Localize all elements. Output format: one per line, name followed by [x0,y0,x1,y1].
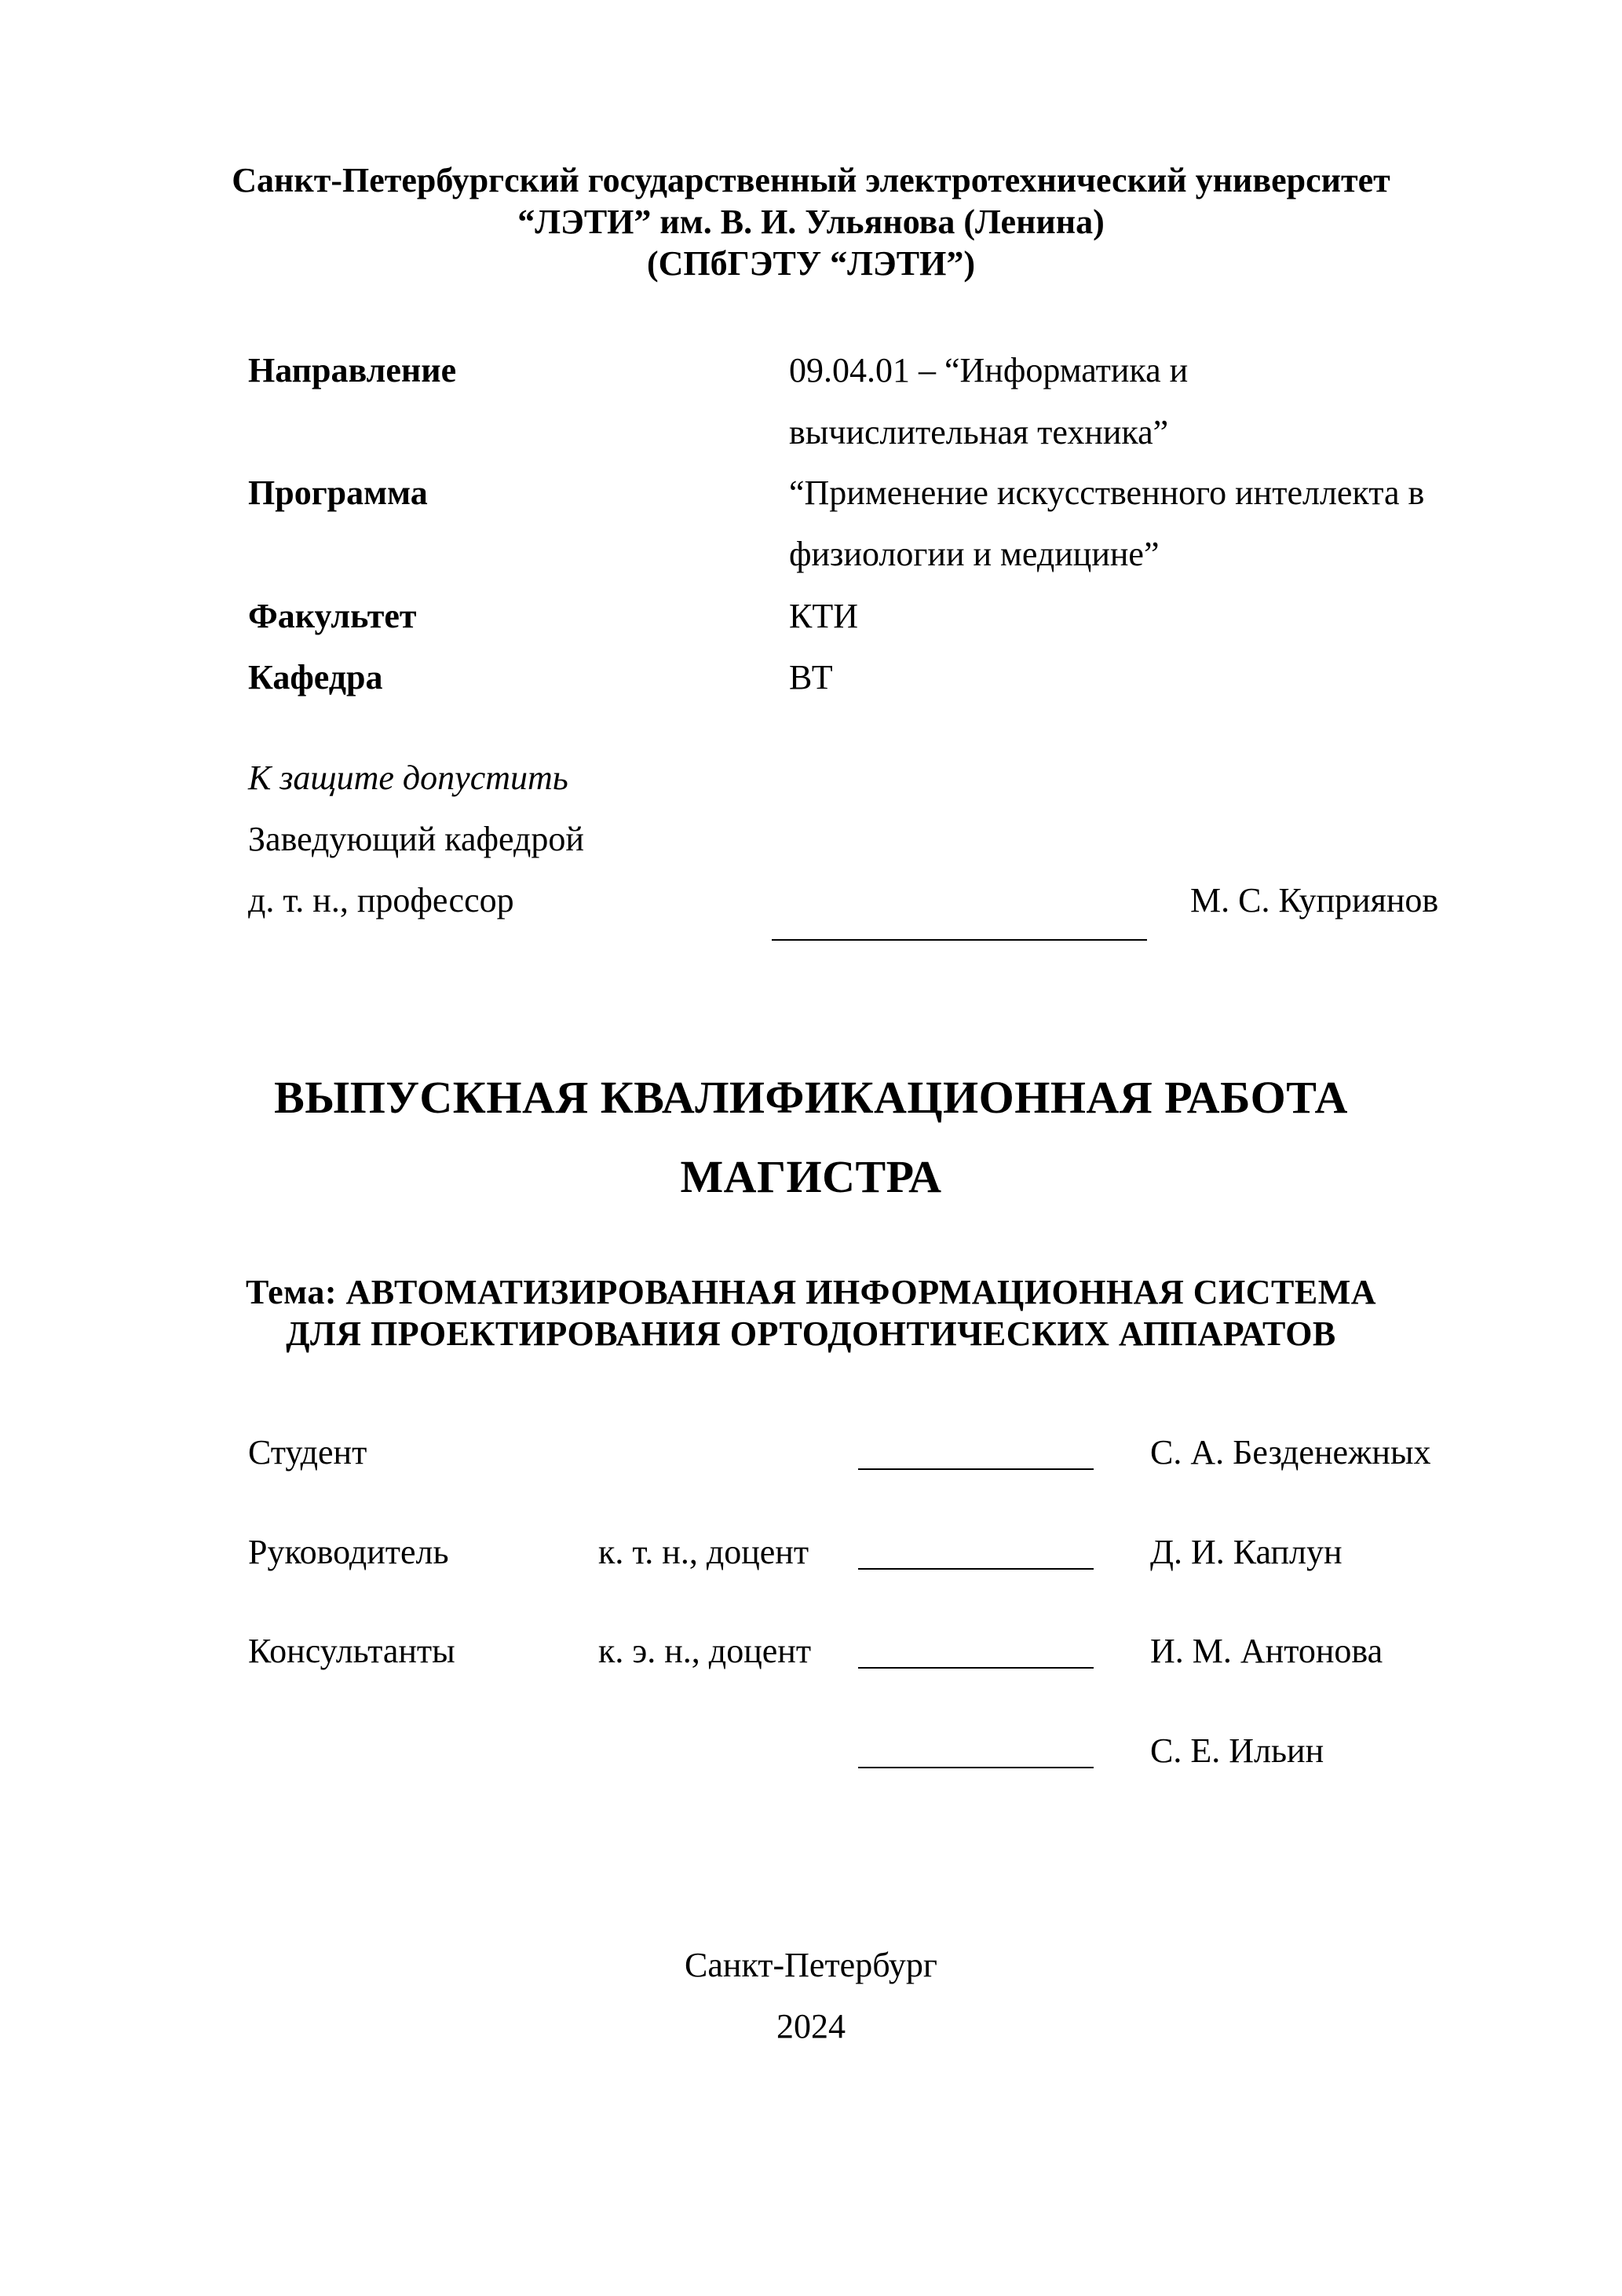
university-name: Санкт-Петербургский государственный электротехнический университет [232,161,1390,199]
department-label: Кафедра [248,658,383,696]
program-value-line1: “Применение искусственного интеллекта в [789,473,1425,512]
signature-name: С. Е. Ильин [1150,1731,1324,1770]
topic-line1: Тема: АВТОМАТИЗИРОВАННАЯ ИНФОРМАЦИОННАЯ СИСТЕМА [245,1273,1376,1311]
signature-role: Консультанты [248,1632,455,1670]
direction-value-line1: 09.04.01 – “Информатика и [789,351,1189,389]
department-value: ВТ [789,658,833,696]
university-full-name: “ЛЭТИ” им. В. И. Ульянова (Ленина) [517,203,1105,241]
direction-value-line2: вычислительная техника” [789,413,1169,452]
document-title-line2: МАГИСТРА [680,1151,942,1202]
program-label: Программа [248,473,428,512]
department-head-degree: д. т. н., профессор [248,881,514,919]
topic-line2: ДЛЯ ПРОЕКТИРОВАНИЯ ОРТОДОНТИЧЕСКИХ АППАРАТОВ [286,1314,1336,1353]
signature-line [858,1468,1094,1470]
signature-role: Руководитель [248,1533,449,1571]
program-value-line2: физиологии и медицине” [789,535,1160,573]
signature-name: И. М. Антонова [1150,1632,1383,1670]
head-signature-line [772,939,1147,941]
signature-role: Студент [248,1433,367,1472]
signature-degree: к. э. н., доцент [598,1632,812,1670]
admit-to-defense-label: К защите допустить [248,759,568,797]
signature-line [858,1667,1094,1669]
year: 2024 [776,2007,846,2046]
faculty-value: КТИ [789,597,858,635]
department-head-name: М. С. Куприянов [1190,881,1439,919]
university-abbreviation: (СПбГЭТУ “ЛЭТИ”) [647,244,975,283]
faculty-label: Факультет [248,597,417,635]
signature-degree: к. т. н., доцент [598,1533,809,1571]
signature-name: С. А. Безденежных [1150,1433,1431,1472]
signature-line [858,1568,1094,1570]
department-head-label: Заведующий кафедрой [248,820,584,858]
signature-name: Д. И. Каплун [1150,1533,1343,1571]
direction-label: Направление [248,351,457,389]
city: Санкт-Петербург [685,1946,937,1984]
document-title-line1: ВЫПУСКНАЯ КВАЛИФИКАЦИОННАЯ РАБОТА [274,1072,1348,1123]
signature-line [858,1767,1094,1768]
